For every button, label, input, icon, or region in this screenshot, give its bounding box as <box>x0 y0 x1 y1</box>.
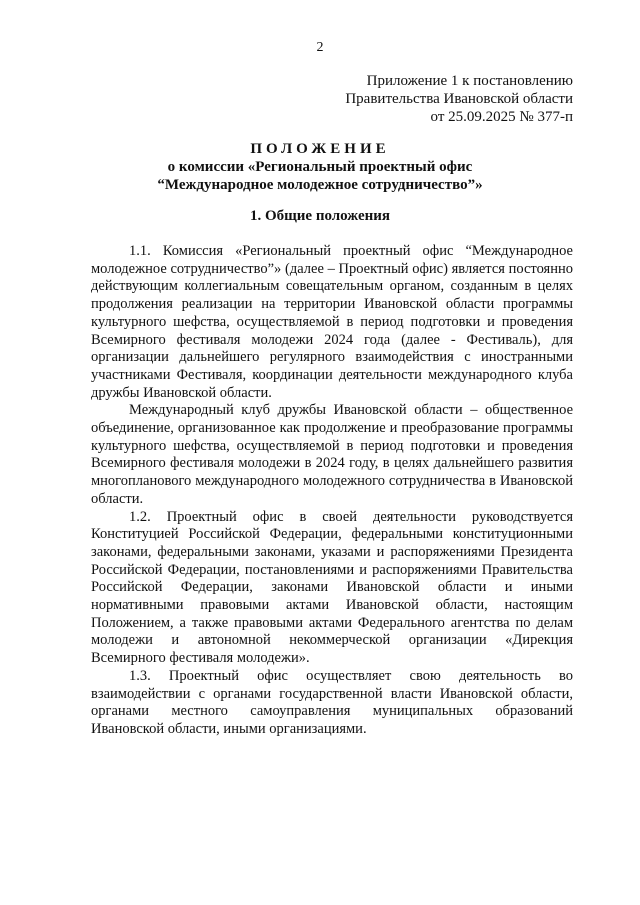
paragraph: 1.1. Комиссия «Региональный проектный офис “Международное молодежное сотрудничество”» (далее – Проектный офис) является постоянно действующим коллегиальным совещательным органом, созданным в целях продолжения реализации на территории Ивановской области программы культурного шефства, осуществляемой в период подготовки и проведения Всемирного фестиваля молодежи 2024 года (далее - Фестиваль), для организации дальнейшего регулярного взаимодействия с иностранными участниками Фестиваля, координации деятельности международного клуба дружбы Ивановской области. <box>91 243 573 401</box>
appendix-date-number: от 25.09.2025 № 377-п <box>430 109 573 125</box>
title-subtitle-line: о комиссии «Региональный проектный офис <box>167 159 473 175</box>
title-subtitle-line: “Международное молодежное сотрудничество”» <box>157 177 483 193</box>
appendix-reference <box>345 72 573 126</box>
title-main: ПОЛОЖЕНИЕ <box>250 141 390 157</box>
page-number: 2 <box>316 40 324 55</box>
appendix-line: Приложение 1 к постановлению <box>366 73 573 89</box>
appendix-line: Правительства Ивановской области <box>345 91 573 107</box>
paragraph: Международный клуб дружбы Ивановской области – общественное объединение, организованное как продолжение и преобразование программы культурного шефства, осуществляемой в период подготовки и проведения Всемирного фестиваля молодежи в 2024 году, в целях дальнейшего развития многопланового международного молодежного сотрудничества в Ивановской области. <box>91 402 573 507</box>
paragraph: 1.2. Проектный офис в своей деятельности руководствуется Конституцией Российской Федерации, федеральными конституционными законами, федеральными законами, указами и распоряжениями Президента Российской Федерации, постановлениями и распоряжениями Правительства Российской Федерации, законами Ивановской области и иными нормативными правовыми актами Ивановской области, настоящим Положением, а также правовыми актами Федерального агентства по делам молодежи и автономной некоммерческой организации «Дирекция Всемирного фестиваля молодежи». <box>91 508 573 667</box>
paragraph: 1.3. Проектный офис осуществляет свою деятельность во взаимодействии с органами государственной власти Ивановской области, органами местного самоуправления муниципальных образований Ивановской области, иными организациями. <box>91 667 573 737</box>
section-body <box>91 243 573 739</box>
document-title <box>0 140 640 194</box>
section-heading: 1. Общие положения <box>249 208 391 224</box>
